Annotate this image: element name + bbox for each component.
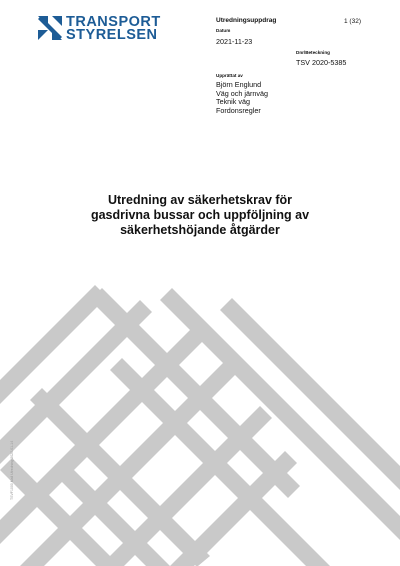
author-line: Fordonsregler (216, 106, 261, 116)
author-line: Björn Englund (216, 80, 262, 89)
document-type: Utredningsuppdrag (216, 17, 277, 24)
title-line: gasdrivna bussar och uppföljning av (90, 208, 310, 222)
page-number: 1 (32) (344, 18, 361, 25)
author-line: Teknik väg (216, 97, 250, 107)
author-line: Väg och järnväg (216, 88, 268, 98)
registration-number: TSV 2020-5385 (296, 58, 347, 67)
author-label: Upprättat av (216, 73, 243, 78)
title-line: Utredning av säkerhetskrav för (107, 193, 293, 207)
logo-line-1: TRANSPORT (66, 14, 161, 30)
template-code: TSVF1000 Mall Utredning 2020-01-14 (10, 440, 14, 500)
title-line: säkerhetshöjande åtgärder (120, 223, 280, 237)
logo-line-2: STYRELSEN (66, 26, 158, 43)
registration-label: Dnr/Beteckning (296, 50, 330, 55)
date-value: 2021-11-23 (216, 37, 253, 46)
date-label: Datum (216, 28, 231, 33)
